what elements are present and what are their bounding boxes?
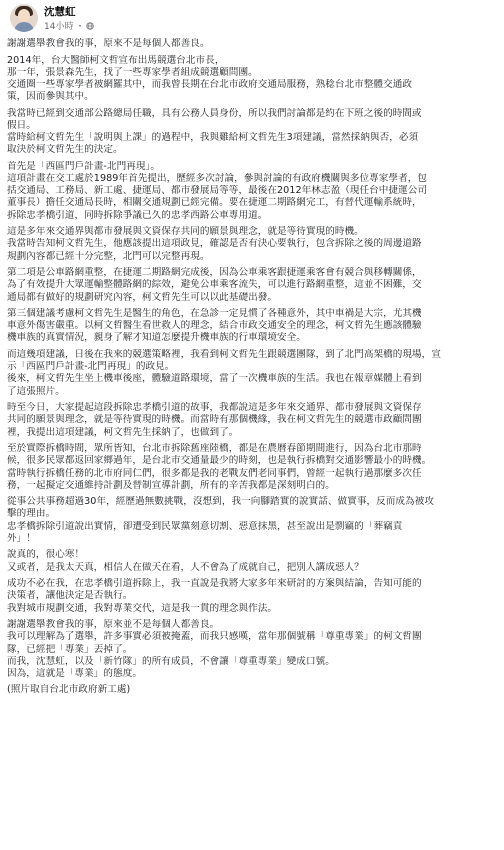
post-paragraph	[7, 684, 499, 696]
post-text-line: 規劃內容都已經十分完整，北門可以完整再現。	[7, 250, 210, 262]
author-name[interactable]: 沈慧虹	[44, 6, 76, 18]
post-paragraph	[7, 38, 499, 50]
post-paragraph	[7, 402, 499, 439]
post-text-line: 這項計畫在交工處於1989年首先提出，歷經多次討論，參與討論的有政府機關與多位專家學者，包	[7, 173, 428, 185]
post-text-line: 忠孝橋拆除引道說出實情，卻遭受到民眾黨刻意切割、惡意抹黑，甚至說出是剽竊的「葬竊貢	[7, 520, 403, 532]
post-text-line: 務，一起擬定交通維持計劃及替制宣導計劃，所有的辛苦我都是深刻明白的。	[7, 479, 335, 491]
post-text-line: 拆除忠孝橋引道，同時拆除爭議已久的忠孝西路公車專用道。	[7, 209, 268, 221]
post-text-line: 董事長）擔任交通局長時，相關交通規劃已經完備。要在捷運二期路網完工，有替代運輸系統時，	[7, 197, 422, 209]
post-text-line: 說真的，很心寒！	[7, 549, 85, 561]
post-paragraph	[7, 108, 499, 157]
post-text-line: 那一年，張景森先生，找了一些專家學者組成競選顧問團。	[7, 66, 258, 78]
post-text-line: (照片取自台北市政府新工處)	[7, 684, 131, 696]
post-text-line: 又或者，是我太天真，相信人在做天在看，人不會為了成就自己，把別人講成惡人？	[7, 561, 364, 573]
post-text-line: 因為，這就是「專業」的態度。	[7, 667, 143, 679]
post-text-line: 候，很多民眾都返回家鄉過年，是台北市交通量最少的時刻，也是執行拆橋對交通影響最小的時機。	[7, 455, 432, 467]
post-paragraph	[7, 549, 499, 573]
post-paragraph	[7, 161, 499, 222]
post-body	[7, 38, 499, 701]
post-text-line: 從事公共事務超過30年，經歷過無數挑戰，沒想到，我一向腳踏實的說實話、做實事，反而成為被攻	[7, 496, 434, 508]
post-text-line: 2014年，台大醫師柯文哲宣布出馬競選台北市長，	[7, 54, 225, 66]
post-paragraph	[7, 267, 499, 304]
post-text-line: 第二項是公車路網重整，在捷運二期路網完成後，因為公車乘客跟捷運乘客會有競合與移轉關係，	[7, 267, 422, 279]
post-text-line: 我對城市規劃交通，我對專業交代，這是我一貫的理念與作法。	[7, 602, 278, 614]
post-text-line: 而這幾項建議，日後在我來的競選策略裡，我看到柯文哲先生跟競選團隊，到了北門高架橋的現場，宣	[7, 349, 441, 361]
post-header	[0, 0, 504, 38]
post-text-line: 車意外傷害嚴重。以柯文哲醫生看世救人的理念，結合市政交通安全的理念，柯文哲先生應該體驗	[7, 320, 422, 332]
avatar[interactable]	[10, 4, 38, 32]
post-text-line: 我當時已經到交通部公路總局任職，具有公務人員身份，所以我們討論都是約在下班之後的時間或	[7, 107, 422, 119]
post-paragraph	[7, 578, 499, 615]
post-text-line: 取決於柯文哲先生的決定。	[7, 144, 123, 156]
post-text-line: 策，因而參與其中。	[7, 91, 94, 103]
meta-separator: ・	[75, 22, 85, 32]
post-text-line: 謝謝選舉教會我的事，原來不是每個人都善良。	[7, 38, 210, 49]
post-text-line: 而我，沈慧虹，以及「新竹隊」的所有成員，不會讓「尊重專業」變成口號。	[7, 655, 335, 667]
post-text-line: 機車族的真實情況，親身了解才知道怎麼提升機車族的行車環境安全。	[7, 332, 306, 344]
post-text-line: 了這張照片。	[7, 385, 65, 397]
post-text-line: 通局都有做好的規劃研究內容，柯文哲先生可以以此基礎出發。	[7, 291, 278, 303]
post-paragraph	[7, 619, 499, 680]
post-text-line: 擊的理由。	[7, 508, 56, 520]
post-paragraph	[7, 308, 499, 345]
post-meta	[44, 19, 94, 32]
post-paragraph	[7, 226, 499, 263]
post-text-line: 成功不必在我，在忠孝橋引道拆除上，我一直說是我將大家多年來研討的方案與結論，告知可能的	[7, 578, 422, 590]
post-text-line: 我可以理解為了選舉，許多事實必須被掩蓋，而我只感嘆，當年那個號稱「尊重專業」的柯文哲團	[7, 631, 422, 643]
post-time[interactable]: 14小時	[44, 22, 74, 32]
post-text-line: 首先是「西區門戶計畫-北門再現」。	[7, 160, 161, 172]
post-text-line: 裡，我提出這項建議，柯文哲先生採納了，也做到了。	[7, 426, 239, 438]
post-text-line: 我當時告知柯文哲先生，他應該提出這項政見，確認是否有決心要執行，包含拆除之後的周邊道路	[7, 238, 422, 250]
post-text-line: 時至今日，大家提起這段拆除忠孝橋引道的故事，我都說這是多年來交通界、都市發展與文資保存	[7, 402, 422, 414]
post-text-line: 示「西區門戶計畫-北門再現」的政見。	[7, 361, 175, 373]
post-text-line: 當時給柯文哲先生「說明與上課」的過程中，我與雞給柯文哲先生3項建議，當然採納與否，必須	[7, 132, 419, 144]
post-paragraph	[7, 55, 499, 104]
post-text-line: 至於實際拆橋時間，眾所皆知，台北市拆除舊座陸橋，都是在農曆春節期間進行，因為台北市那時	[7, 443, 422, 455]
post-paragraph	[7, 443, 499, 492]
post-text-line: 隊，已經把「專業」丟掉了。	[7, 643, 133, 655]
post-text-line: 外」！	[7, 532, 36, 544]
post-text-line: 這是多年來交通界與都市發展與文資保存共同的願景與理念，就是等待實現的時機。	[7, 226, 364, 238]
post-text-line: 當時執行拆橋任務的北市府同仁們，很多都是我的老戰友們老同事們，曾經一起執行過那麼多次任	[7, 467, 422, 479]
post-paragraph	[7, 496, 499, 545]
post-text-line: 為了有效提升大眾運輸整體路網的綜效，避免公車乘客流失，可以進行路網重整，這並不困難，交	[7, 279, 422, 291]
post-text-line: 共同的願景與理念，就是等待實現的時機。而當時有那個機緣，我在柯文哲先生的競選市政顧問團	[7, 414, 422, 426]
post-text-line: 決策者，讓他決定是否執行。	[7, 590, 133, 602]
post-paragraph	[7, 349, 499, 398]
post-text-line: 假日。	[7, 119, 36, 131]
post-text-line: 謝謝選舉教會我的事，原來並不是每個人都善良。	[7, 619, 220, 631]
post-text-line: 後來，柯文哲先生坐上機車後座，體驗道路環境，當了一次機車族的生活。我也在報章媒體上看到	[7, 373, 422, 385]
post-text-line: 括交通局、工務局、新工處、捷運局、都市發展局等等，最後在2012年林志盈（現任台中捷運公司	[7, 185, 428, 197]
post-text-line: 第三個建議考慮柯文哲先生是醫生的角色，在急診一定見慣了各種意外，其中車禍是大宗，尤其機	[7, 308, 422, 320]
globe-icon	[86, 22, 94, 30]
post-text-line: 交通圈一些專家學者被網羅其中，而我曾長期在台北市政府交通局服務，熟稔台北市整體交通政	[7, 78, 413, 90]
